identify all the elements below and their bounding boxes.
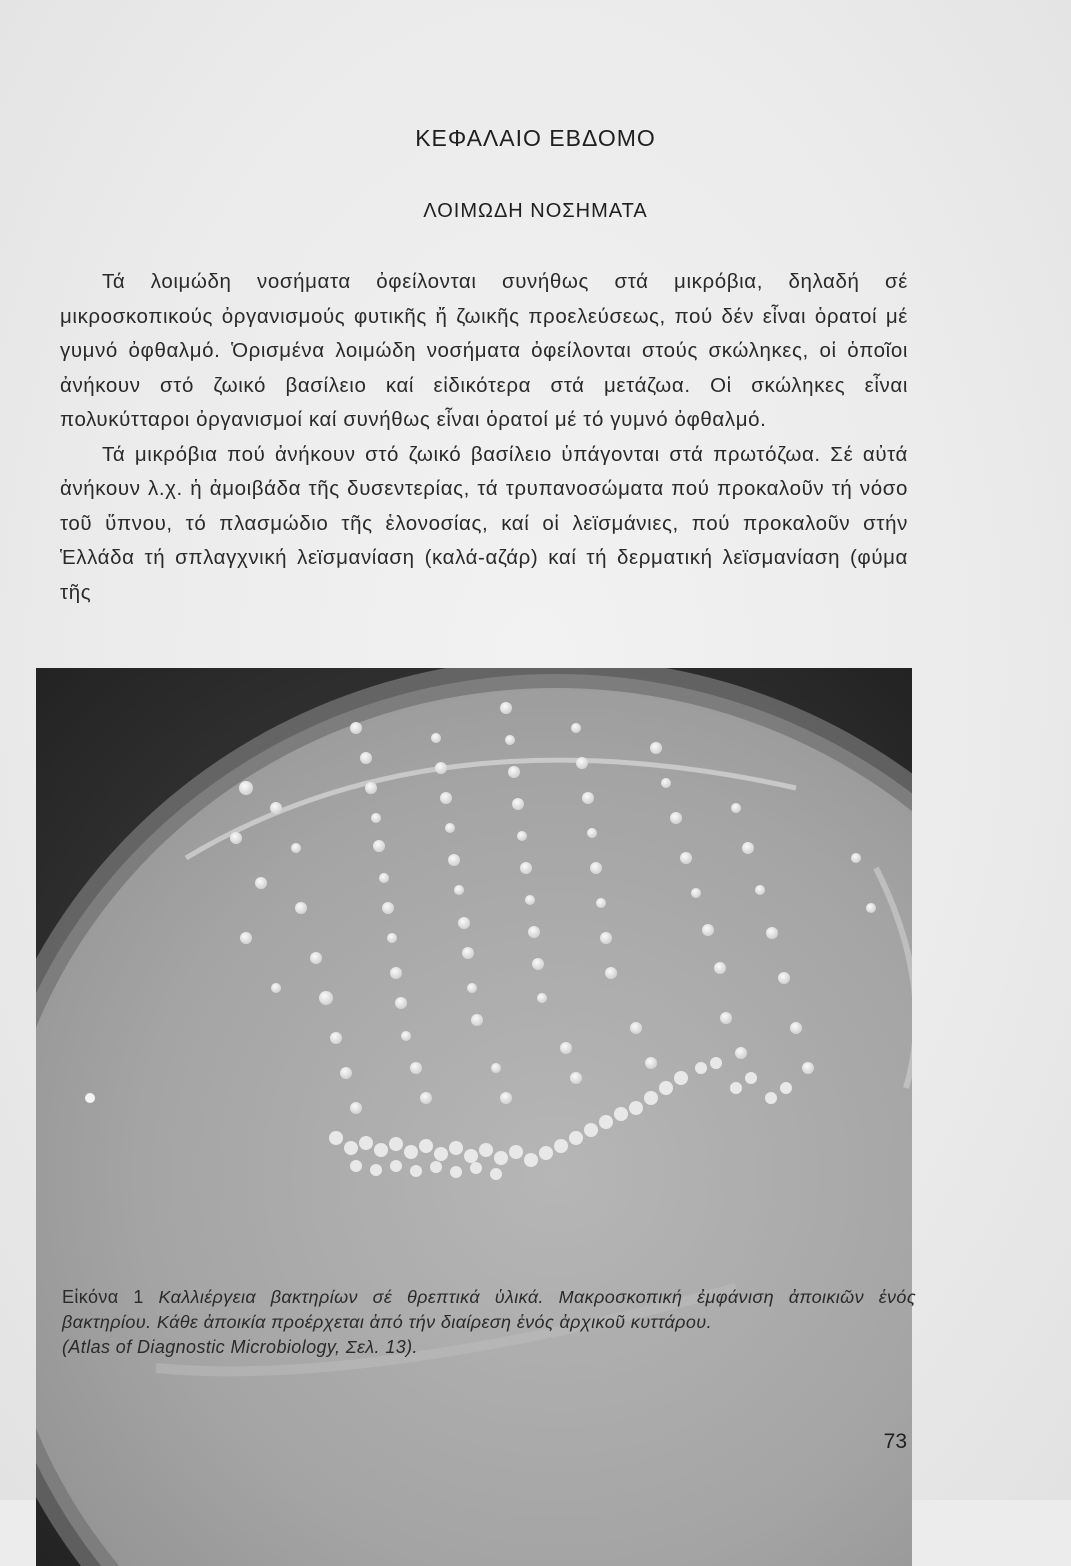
figure xyxy=(36,668,912,1566)
page-number: 73 xyxy=(883,1430,907,1453)
figure-label: Εἰκόνα 1 xyxy=(62,1287,144,1307)
petri-dish-photo xyxy=(36,668,912,1566)
paragraph: Τά μικρόβια πού ἀνήκουν στό ζωικό βασίλειο ὑπάγονται στά πρωτόζωα. Σέ αὐτά ἀνήκουν λ.χ. ἡ ἀμοιβάδα τῆς δυσεντερίας, τά τρυπανοσώματα πού προκαλοῦν τή νόσο τοῦ ὕπνου, τό πλασμώδιο τῆς ἑλονοσίας, καί οἱ λεϊσμάνιες, πού προκαλοῦν στήν Ἑλλάδα τή σπλαγχνική λεϊσμανίαση (καλά-αζάρ) καί τή δερματική λεϊσμανίαση (φύμα τῆς xyxy=(60,442,908,604)
body-text xyxy=(60,265,908,610)
figure-source: (Atlas of Diagnostic Microbiology, Σελ. 13). xyxy=(62,1337,418,1357)
figure-caption xyxy=(62,1285,916,1360)
paragraph: Τά λοιμώδη νοσήματα ὀφείλονται συνήθως στά μικρόβια, δηλαδή σέ μικροσκοπικούς ὀργανισμούς φυτικῆς ἤ ζωικῆς προελεύσεως, πού δέν εἶναι ὁρατοί μέ γυμνό ὀφθαλμό. Ὁρισμένα λοιμώδη νοσήματα ὀφείλονται στούς σκώληκες, οἱ ὁποῖοι ἀνήκουν στό ζωικό βασίλειο καί εἰδικότερα στά μετάζωα. Οἱ σκώληκες εἶναι πολυκύτταροι ὀργανισμοί καί συνήθως εἶναι ὁρατοί μέ τό γυμνό ὀφθαλμό. xyxy=(60,270,908,431)
section-title: ΛΟΙΜΩΔΗ ΝΟΣΗΜΑΤΑ xyxy=(423,200,648,222)
figure-caption-text: Καλλιέργεια βακτηρίων σέ θρεπτικά ὑλικά. Μακροσκοπική ἐμφάνιση ἀποικιῶν ἑνός βακτηρίου. Κάθε ἀποικία προέρχεται ἀπό τήν διαίρεση ἑνός ἀρχικοῦ κυττάρου. xyxy=(62,1287,916,1332)
chapter-title: ΚΕΦΑΛΑΙΟ ΕΒΔΟΜΟ xyxy=(415,125,656,151)
